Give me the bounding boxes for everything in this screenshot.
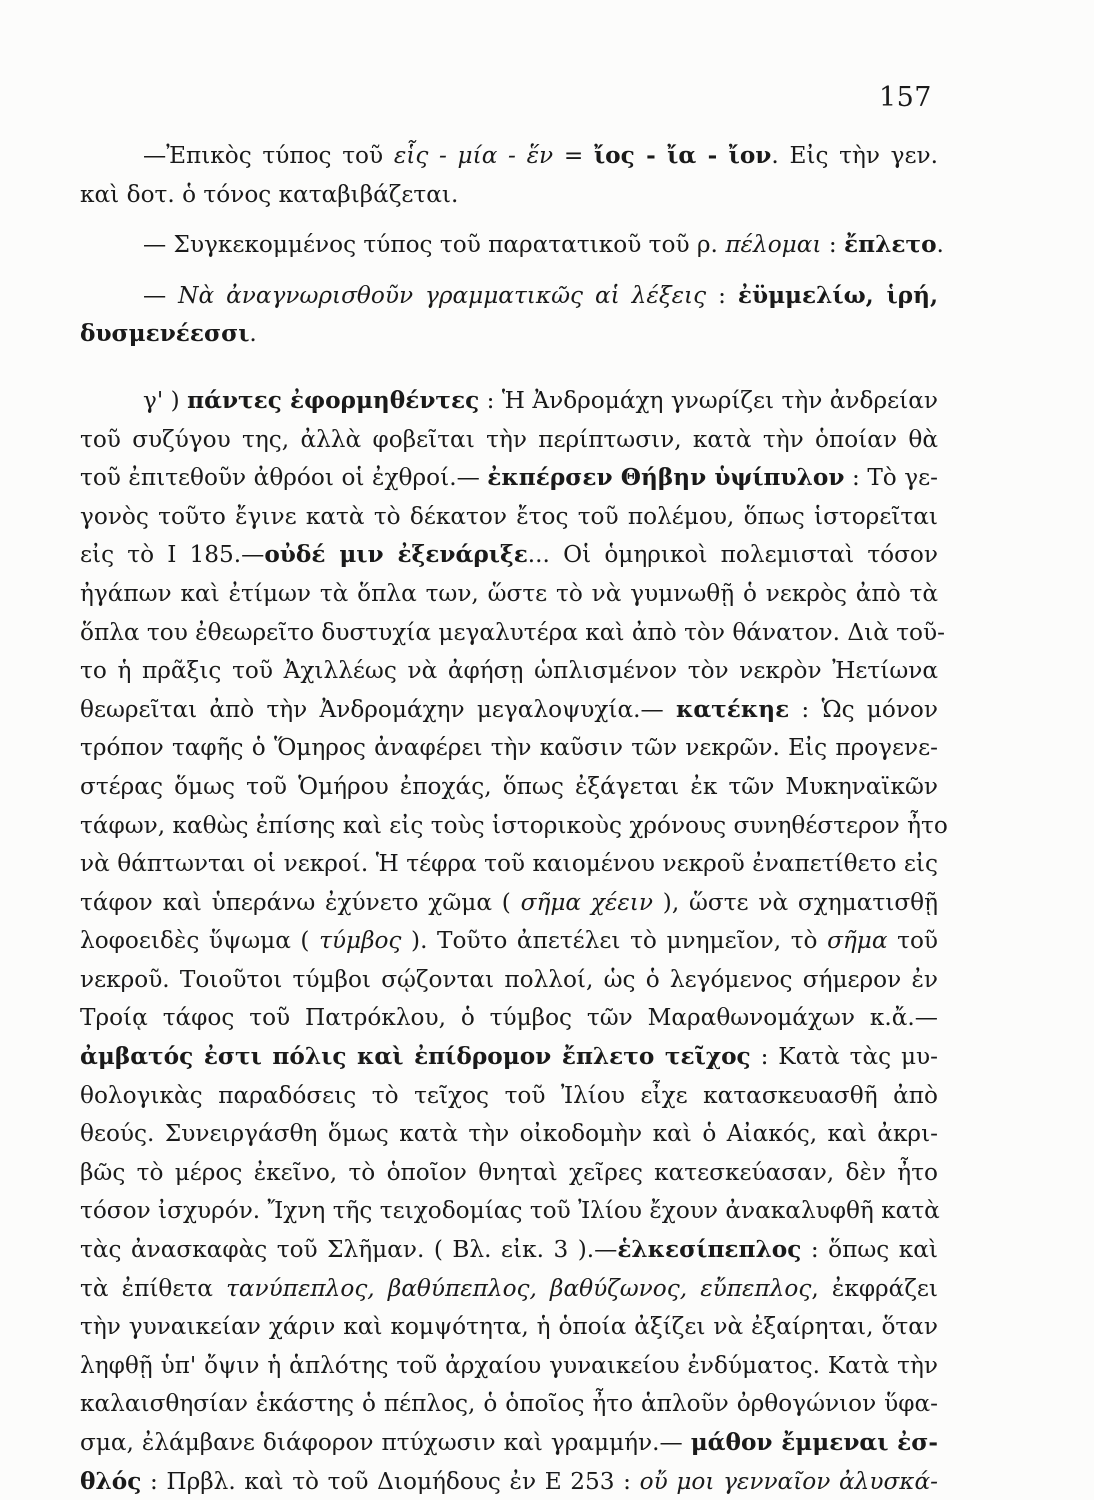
text-line: — Νὰ ἀναγνωρισθοῦν γραμματικῶς αἱ λέξεις : ἐϋμμελίω, ἱρή, [143,281,939,309]
text-line: θλός : Πρβλ. καὶ τὸ τοῦ Διομήδους ἐν Ε 253 : οὔ μοι γενναῖον ἀλυσκά- [80,1467,938,1495]
text-line: θεούς. Συνειργάσθη ὅμως κατὰ τὴν οἰκοδομὴν καὶ ὁ Αἰακός, καὶ ἀκρι- [80,1120,938,1148]
text-line: τοῦ συζύγου της, ἀλλὰ φοβεῖται τὴν περίπτωσιν, κατὰ τὴν ὁποίαν θὰ [80,425,938,453]
commentary-text [80,137,948,1501]
text-line: θεωρεῖται ἀπὸ τὴν Ἀνδρομάχην μεγαλοψυχία.— κατέκηε : Ὡς μόνον [80,695,938,723]
text-line: σμα, ἐλάμβανε διάφορον πτύχωσιν καὶ γραμμήν.— μάθον ἔμμεναι ἐσ- [80,1429,938,1456]
text-line: τρόπον ταφῆς ὁ Ὅμηρος ἀναφέρει τὴν καῦσιν τῶν νεκρῶν. Εἰς προγενε- [80,734,938,762]
text-line: τοῦ ἐπιτεθοῦν ἀθρόοι οἱ ἐχθροί.— ἐκπέρσεν Θήβην ὑψίπυλον : Τὸ γε- [80,464,938,492]
text-line: νὰ θάπτωνται οἱ νεκροί. Ἡ τέφρα τοῦ καιομένου νεκροῦ ἐναπετίθετο εἰς [80,850,938,878]
text-line: λοφοειδὲς ὕψωμα ( τύμβος ). Τοῦτο ἀπετέλει τὸ μνημεῖον, τὸ σῆμα τοῦ [80,927,939,955]
text-line: τὰς ἀνασκαφὰς τοῦ Σλῆμαν. ( Βλ. εἰκ. 3 ).—ἑλκεσίπεπλος : ὅπως καὶ [80,1236,938,1264]
text-line: γονὸς τοῦτο ἔγινε κατὰ τὸ δέκατον ἔτος τοῦ πολέμου, ὅπως ἱστορεῖται [80,502,938,530]
text-line: ἠγάπων καὶ ἐτίμων τὰ ὅπλα των, ὥστε τὸ νὰ γυμνωθῇ ὁ νεκρὸς ἀπὸ τὰ [80,579,938,607]
text-line: το ἡ πρᾶξις τοῦ Ἀχιλλέως νὰ ἀφήσῃ ὡπλισμένον τὸν νεκρὸν Ἠετίωνα [80,657,938,685]
text-line: Τροίᾳ τάφος τοῦ Πατρόκλου, ὁ τύμβος τῶν Μαραθωνομάχων κ.ἄ.— [80,1004,938,1032]
text-line: — Συγκεκομμένος τύπος τοῦ παρατατικοῦ τοῦ ρ. πέλομαι : ἔπλετο. [143,231,944,259]
page-number: 157 [878,82,932,113]
text-line: τάφον καὶ ὑπεράνω ἐχύνετο χῶμα ( σῆμα χέειν ), ὥστε νὰ σχηματισθῇ [80,888,938,916]
text-line: βῶς τὸ μέρος ἐκεῖνο, τὸ ὁποῖον θνηταὶ χεῖρες κατεσκεύασαν, δὲν ἦτο [80,1158,938,1186]
text-line: καὶ δοτ. ὁ τόνος καταβιβάζεται. [80,180,459,208]
text-line: στέρας ὅμως τοῦ Ὁμήρου ἐποχάς, ὅπως ἐξάγεται ἐκ τῶν Μυκηναϊκῶν [80,772,938,800]
text-line: τὰ ἐπίθετα τανύπεπλος, βαθύπεπλος, βαθύζωνος, εὔπεπλος, ἐκφράζει [80,1274,939,1302]
text-line: τάφων, καθὼς ἐπίσης καὶ εἰς τοὺς ἱστορικοὺς χρόνους συνηθέστερον ἦτο [80,811,948,839]
text-line: εἰς τὸ Ι 185.—οὐδέ μιν ἐξενάριξε... Οἱ ὁμηρικοὶ πολεμισταὶ τόσον [80,541,938,569]
text-line: —Ἐπικὸς τύπος τοῦ εἷς - μία - ἕν = ἴος - ἴα - ἴον. Εἰς τὴν γεν. [143,142,939,169]
text-line: τόσον ἰσχυρόν. Ἴχνη τῆς τειχοδομίας τοῦ Ἰλίου ἔχουν ἀνακαλυφθῆ κατὰ [80,1197,940,1225]
text-line: τὴν γυναικείαν χάριν καὶ κομψότητα, ἡ ὁποία ἀξίζει νὰ ἐξαίρηται, ὅταν [80,1313,938,1341]
text-line: ὅπλα του ἐθεωρεῖτο δυστυχία μεγαλυτέρα καὶ ἀπὸ τὸν θάνατον. Διὰ τοῦ- [80,618,945,646]
text-line: καλαισθησίαν ἑκάστης ὁ πέπλος, ὁ ὁποῖος ἦτο ἁπλοῦν ὀρθογώνιον ὕφα- [80,1390,938,1418]
text-line: θολογικὰς παραδόσεις τὸ τεῖχος τοῦ Ἰλίου εἶχε κατασκευασθῆ ἀπὸ [80,1081,938,1109]
text-line: ἀμβατός ἐστι πόλις καὶ ἐπίδρομον ἔπλετο τεῖχος : Κατὰ τὰς μυ- [80,1043,938,1071]
text-line: γ' ) πάντες ἐφορμηθέντες : Ἡ Ἀνδρομάχη γνωρίζει τὴν ἀνδρείαν [143,386,938,414]
text-line: δυσμενέεσσι. [80,320,257,348]
text-line: ληφθῇ ὑπ' ὄψιν ἡ ἁπλότης τοῦ ἀρχαίου γυναικείου ἐνδύματος. Κατὰ τὴν [80,1351,938,1379]
text-line: νεκροῦ. Τοιοῦτοι τύμβοι σῴζονται πολλοί, ὡς ὁ λεγόμενος σήμερον ἐν [80,965,938,993]
